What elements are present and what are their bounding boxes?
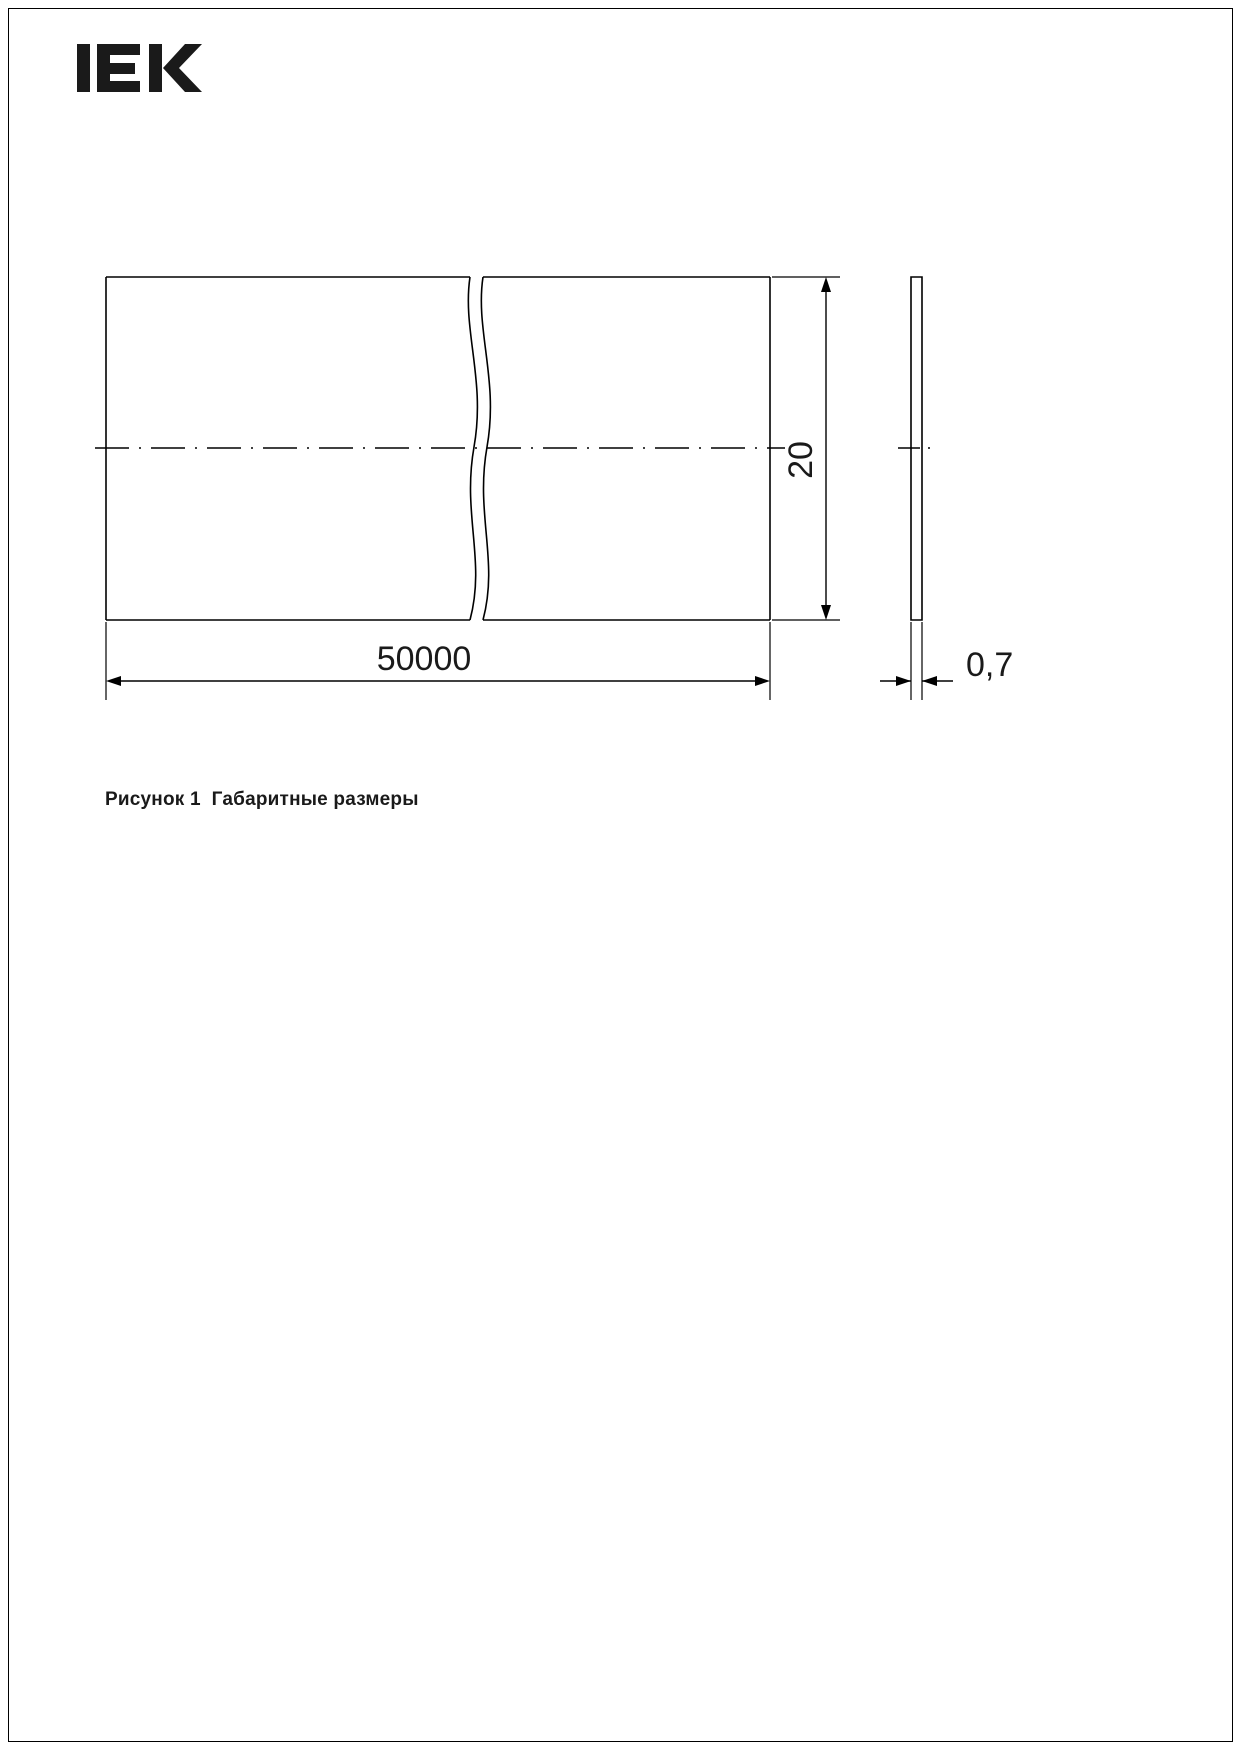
arrow-height-top xyxy=(821,277,831,292)
dimension-label-height: 20 xyxy=(782,441,820,479)
arrow-thickness-right xyxy=(922,676,937,686)
extension-lines-thickness xyxy=(911,622,922,700)
dimension-label-length: 50000 xyxy=(376,640,472,678)
arrow-thickness-left xyxy=(896,676,911,686)
arrow-length-left xyxy=(106,676,121,686)
dimension-label-thickness: 0,7 xyxy=(966,646,1014,684)
arrow-height-bottom xyxy=(821,605,831,620)
figure-caption: Рисунок 1 Габаритные размеры xyxy=(105,789,419,810)
arrow-length-right xyxy=(755,676,770,686)
